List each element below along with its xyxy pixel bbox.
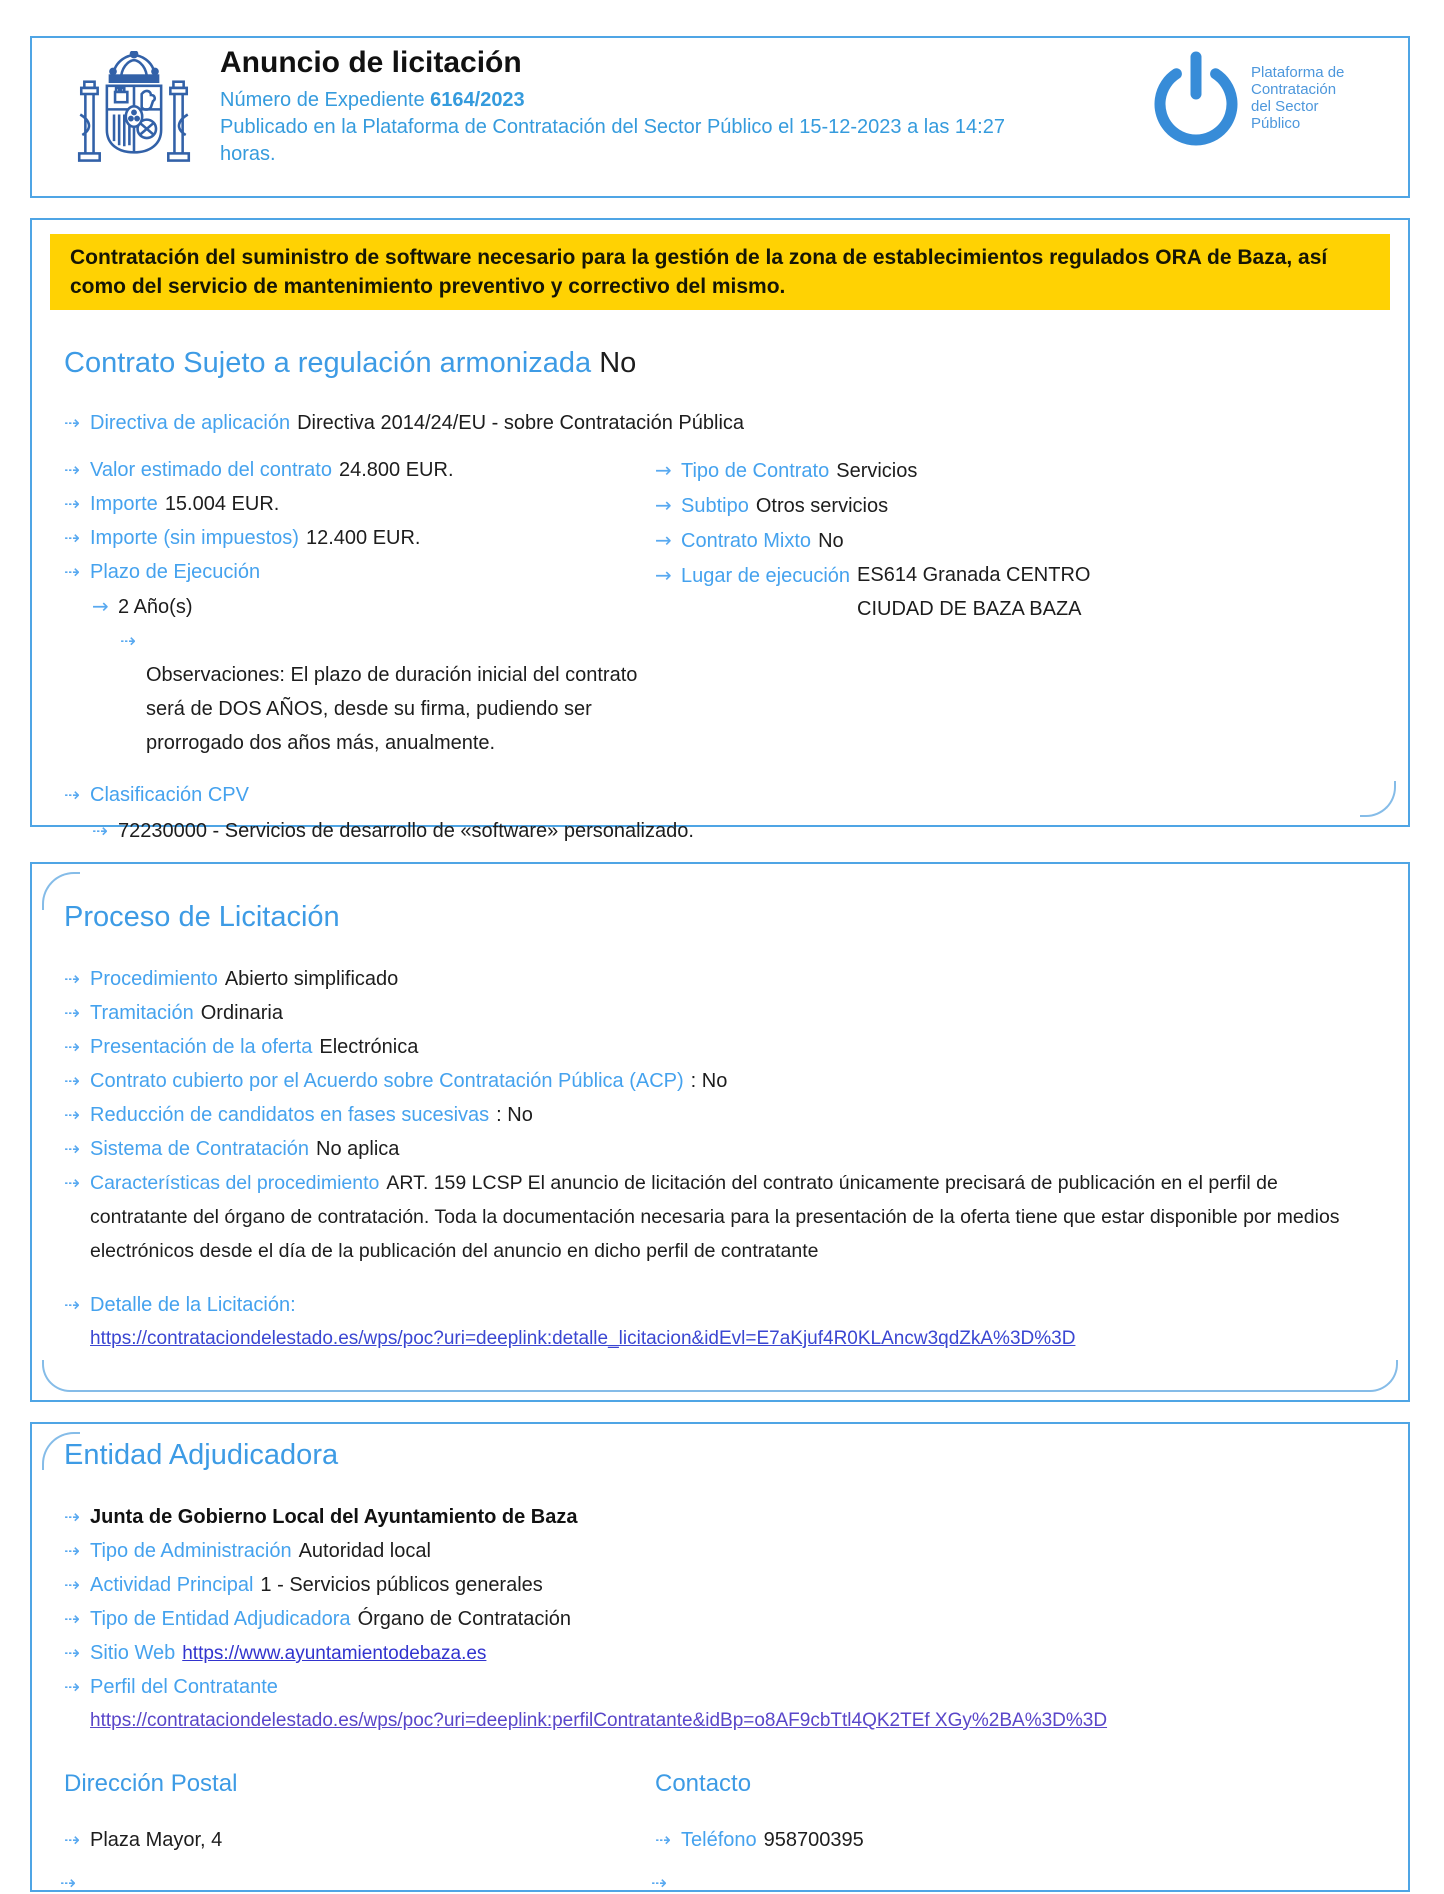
spain-coat-of-arms-icon — [76, 51, 192, 184]
dashed-arrow-icon: ⇢ — [92, 820, 108, 842]
clipped-next-item-arrow: ⇢ — [60, 1872, 76, 1894]
list-item-importe-sin-impuestos: ⇢ Importe (sin impuestos) 12.400 EUR. — [64, 521, 655, 555]
expediente-label: Número de Expediente — [220, 89, 425, 111]
rounded-bottom-decoration — [42, 1360, 1398, 1392]
list-item-valor-estimado: ⇢ Valor estimado del contrato 24.800 EUR. — [64, 453, 655, 487]
dashed-arrow-icon: ⇢ — [64, 1608, 80, 1630]
header-box — [30, 36, 1410, 198]
list-item-plazo-detail: → 2 Año(s) — [64, 589, 655, 624]
dashed-arrow-icon: ⇢ — [655, 1829, 671, 1851]
power-button-icon — [1150, 50, 1242, 153]
placsp-logo-text: Plataforma de Contratación del Sector Público — [1251, 64, 1345, 132]
list-item-caracteristicas: ⇢ Características del procedimiento ART. 159 LCSP El anuncio de licitación del contrato únicamente precisará de publicación en el perfil de contratante del órgano de contratación. Toda la documentación necesaria para la presentación de la oferta tiene que estar disponible por medios electrónicos desde el día de la publicación del anuncio en dicho perfil de contratante — [64, 1166, 1376, 1268]
expediente-line — [220, 87, 1050, 114]
perfil-contratante-link[interactable]: https://contrataciondelestado.es/wps/poc?uri=deeplink:perfilContratante&idBp=o8AF9cbTtl4QK2TEf XGy%2BA%3D%3D — [90, 1710, 1108, 1731]
contacto-heading: Contacto — [655, 1770, 752, 1797]
contacto-block — [655, 1769, 1376, 1857]
dashed-arrow-icon: ⇢ — [64, 1070, 80, 1092]
dashed-arrow-icon: ⇢ — [64, 1642, 80, 1664]
arrow-icon: → — [655, 528, 672, 552]
expediente-value: 6164/2023 — [430, 89, 525, 111]
contract-left-column — [64, 453, 655, 760]
dashed-arrow-icon: ⇢ — [64, 1829, 80, 1851]
dashed-arrow-icon: ⇢ — [64, 493, 80, 515]
dashed-arrow-icon: ⇢ — [120, 630, 136, 652]
list-item-tipo-administracion: ⇢ Tipo de Administración Autoridad local — [64, 1534, 1376, 1568]
arrow-icon: → — [655, 563, 672, 587]
dashed-arrow-icon: ⇢ — [64, 1294, 80, 1316]
list-item-procedimiento: ⇢ Procedimiento Abierto simplificado — [64, 962, 1376, 996]
list-item-cpv: ⇢ Clasificación CPV — [64, 778, 1376, 812]
arrow-icon: → — [655, 458, 672, 482]
contract-section — [30, 218, 1410, 842]
sitio-web-link[interactable]: https://www.ayuntamientodebaza.es — [182, 1643, 487, 1664]
dashed-arrow-icon: ⇢ — [64, 1104, 80, 1126]
list-item-contrato-mixto: → Contrato Mixto No — [655, 523, 1376, 558]
dashed-arrow-icon: ⇢ — [64, 1172, 80, 1194]
dashed-arrow-icon: ⇢ — [64, 1506, 80, 1528]
list-item-acp: ⇢ Contrato cubierto por el Acuerdo sobre Contratación Pública (ACP) : No — [64, 1064, 1376, 1098]
dashed-arrow-icon: ⇢ — [64, 1002, 80, 1024]
list-item-tipo-entidad: ⇢ Tipo de Entidad Adjudicadora Órgano de Contratación — [64, 1602, 1376, 1636]
process-section — [30, 862, 1410, 1402]
list-item-observaciones: ⇢Observaciones: El plazo de duración inicial del contrato será de DOS AÑOS, desde su firma, pudiendo ser prorrogado dos años más, anualmente. — [64, 624, 655, 760]
list-item-actividad-principal: ⇢ Actividad Principal 1 - Servicios públicos generales — [64, 1568, 1376, 1602]
entity-heading: Entidad Adjudicadora — [64, 1439, 339, 1471]
contract-object-banner: Contratación del suministro de software necesario para la gestión de la zona de establecimientos regulados ORA de Baza, así como del servicio de mantenimiento preventivo y correctivo del mismo. — [50, 234, 1390, 310]
dashed-arrow-icon: ⇢ — [64, 459, 80, 481]
dashed-arrow-icon: ⇢ — [64, 1540, 80, 1562]
contract-right-column — [655, 453, 1376, 760]
list-item-reduccion-candidatos: ⇢ Reducción de candidatos en fases sucesivas : No — [64, 1098, 1376, 1132]
dashed-arrow-icon: ⇢ — [64, 527, 80, 549]
entity-section — [30, 1422, 1410, 1892]
contract-heading-value: No — [599, 347, 637, 379]
list-item-subtipo: → Subtipo Otros servicios — [655, 488, 1376, 523]
list-item-plazo: ⇢ Plazo de Ejecución — [64, 555, 655, 589]
dashed-arrow-icon: ⇢ — [64, 968, 80, 990]
dashed-arrow-icon: ⇢ — [64, 784, 80, 806]
dashed-arrow-icon: ⇢ — [64, 561, 80, 583]
list-item-directiva: ⇢ Directiva de aplicación Directiva 2014/24/EU - sobre Contratación Pública — [64, 406, 1376, 440]
list-item-presentacion-oferta: ⇢ Presentación de la oferta Electrónica — [64, 1030, 1376, 1064]
dashed-arrow-icon: ⇢ — [64, 1574, 80, 1596]
published-line: Publicado en la Plataforma de Contratación del Sector Público el 15-12-2023 a las 14:27 horas. — [220, 116, 1005, 165]
list-item-tramitacion: ⇢ Tramitación Ordinaria — [64, 996, 1376, 1030]
dashed-arrow-icon: ⇢ — [64, 1138, 80, 1160]
placsp-logo — [1150, 50, 1344, 153]
list-item-detalle-licitacion: ⇢ Detalle de la Licitación: — [64, 1288, 1376, 1322]
clipped-next-item-arrow: ⇢ — [651, 1872, 667, 1894]
list-item-entity-name: ⇢ Junta de Gobierno Local del Ayuntamiento de Baza — [64, 1500, 1376, 1534]
list-item-perfil-contratante: ⇢ Perfil del Contratante — [64, 1670, 1376, 1704]
contract-heading: Contrato Sujeto a regulación armonizada No — [64, 347, 637, 379]
list-item-tipo-contrato: → Tipo de Contrato Servicios — [655, 453, 1376, 488]
arrow-icon: → — [655, 493, 672, 517]
dashed-arrow-icon: ⇢ — [64, 1676, 80, 1698]
detalle-licitacion-link[interactable]: https://contrataciondelestado.es/wps/poc?uri=deeplink:detalle_licitacion&idEvl=E7aKjuf4R0KLAncw3qdZkA%3D%3D — [90, 1328, 1076, 1349]
direccion-postal-heading: Dirección Postal — [64, 1770, 238, 1797]
list-item-cpv-code: ⇢ 72230000 - Servicios de desarrollo de «software» personalizado. — [64, 814, 1376, 848]
list-item-direccion: ⇢ Plaza Mayor, 4 — [64, 1823, 655, 1857]
list-item-importe: ⇢ Importe 15.004 EUR. — [64, 487, 655, 521]
rounded-corner-decoration — [42, 872, 80, 910]
dashed-arrow-icon: ⇢ — [64, 1036, 80, 1058]
list-item-telefono: ⇢ Teléfono 958700395 — [655, 1823, 1376, 1857]
arrow-icon: → — [92, 594, 109, 618]
list-item-sistema-contratacion: ⇢ Sistema de Contratación No aplica — [64, 1132, 1376, 1166]
process-heading: Proceso de Licitación — [64, 901, 340, 933]
dashed-arrow-icon: ⇢ — [64, 412, 80, 434]
direccion-postal-block — [64, 1769, 655, 1857]
list-item-sitio-web: ⇢ Sitio Web https://www.ayuntamientodebaza.es — [64, 1636, 1376, 1670]
page-title: Anuncio de licitación — [220, 46, 522, 79]
list-item-lugar-ejecucion: → Lugar de ejecución ES614 Granada CENTRO CIUDAD DE BAZA BAZA — [655, 558, 1376, 626]
